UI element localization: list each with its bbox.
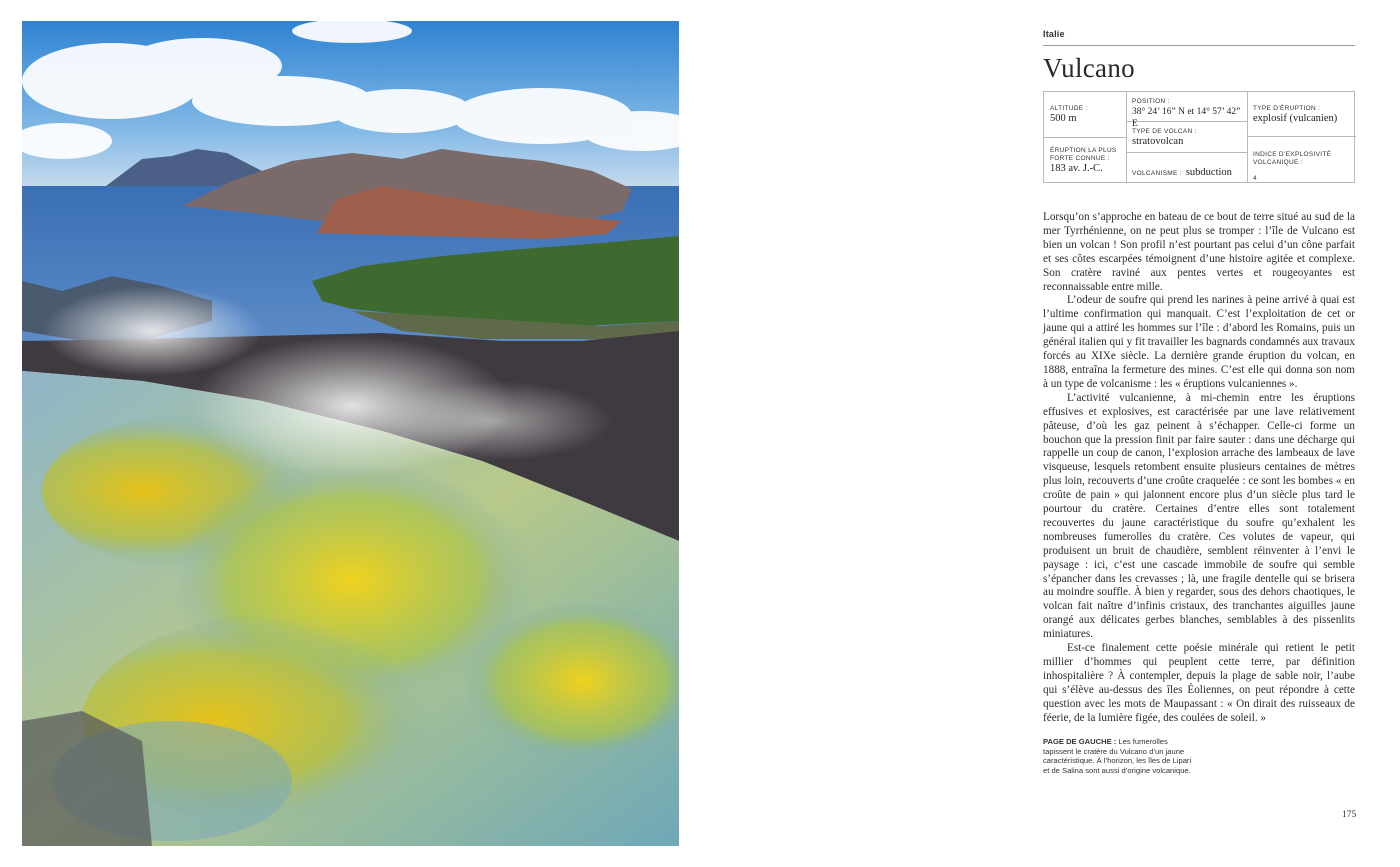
fact-altitude [1044, 105, 1126, 125]
page-number: 175 [1342, 810, 1357, 820]
facts-table [1043, 91, 1355, 183]
fact-value: 38° 24’ 16” N et 14° 57’ 42” E [1132, 107, 1241, 129]
fact-label: ÉRUPTION LA PLUS FORTE CONNUE : [1050, 147, 1117, 162]
fact-value: 183 av. J.-C. [1050, 163, 1103, 174]
caption-text: Les fumerolles tapissent le cratère du Vulcano d’un jaune caractéristique. À l’horizon, les îles de Lipari et de Salina sont aussi d’origine volcanique. [1043, 737, 1192, 775]
volcano-photo [22, 21, 679, 846]
paragraph: Est-ce finalement cette poésie minérale qui retient le petit millier d’hommes qui peuplent cette terre, par définition inhospitalière ? À contempler, depuis la plage de sable noir, l’aube qui s’élève au-dessus des îles Éoliennes, on peut répondre à cette question avec les mots de Maupassant : « On dirait des ruisseaux de féerie, de la lumière figée, des coulées de soleil. » [1043, 642, 1355, 724]
paragraph: Lorsqu’on s’approche en bateau de ce bout de terre situé au sud de la mer Tyrrhénienne, on ne peut plus se tromper : l’île de Vulcano est bien un volcan ! Son profil n’est pourtant pas celui d’un cône parfait et ses côtes escarpées témoignent d’une histoire agitée et complexe. Son cratère raviné aux pentes vertes et rougeoyantes est reconnaissable entre mille. [1043, 211, 1355, 293]
facts-divider [1044, 137, 1126, 138]
paragraph: L’odeur de soufre qui prend les narines à peine arrivé à quai est l’ultime confirmation qui manquait. C’est l’exploitation de cet or jaune qui a attiré les hommes sur l’île : d’abord les Romains, puis un général italien qui y fit travailler les bagnards condamnés aux travaux forcés au XIXe siècle. La dernière grande éruption du volcan, en 1888, entraîna la fermeture des mines. C’est elle qui donna son nom à un type de volcanisme : les « éruptions vulcaniennes ». [1043, 294, 1355, 390]
paragraph: L’activité vulcanienne, à mi-chemin entre les éruptions effusives et explosives, est caractérisée par une lave relativement pâteuse, d’où les gaz peinent à s’échapper. Celle-ci forme un bouchon que la pression finit par faire sauter : dans une décharge qui rappelle un coup de canon, l’explosion arrache des lambeaux de lave visqueuse, lesquels retombent ensuite plusieurs centaines de mètres plus loin, recouverts d’une croûte craquelée : ce sont les bombes « en croûte de pain » qui jalonnent encore plus d’un siècle plus tard le pourtour du cratère. Certaines d’entre elles sont totalement recouvertes du jaune caractéristique du soufre qu’exhalent les nombreuses fumerolles du cratère. Ces volutes de vapeur, qui produisent un bruit de chaudière, semblent réinventer à l’envi le paysage : ici, c’est une cascade immobile de soufre qui semble s’épancher dans les crevasses ; là, une fragile dentelle qui se brisera au moindre souffle. À bien y regarder, sous des dehors chaotiques, le volcan fait naître d’infinis cristaux, des tranchantes aiguilles jaune orangé aux délicates gerbes blanches, semblables à des pissenlits miniatures. [1043, 391, 1355, 641]
fact-strongest-eruption [1044, 147, 1126, 175]
fact-label: TYPE D’ÉRUPTION : [1253, 105, 1321, 112]
facts-divider [1126, 152, 1247, 153]
fact-label: VOLCANISME : [1132, 170, 1182, 177]
fact-label: POSITION : [1132, 98, 1170, 105]
fact-value: subduction [1185, 167, 1232, 178]
article-body [1043, 211, 1355, 726]
fact-eruption-type [1247, 105, 1356, 125]
fact-label: INDICE D’EXPLOSIVITÉ VOLCANIQUE : [1253, 151, 1332, 166]
fact-value: 500 m [1050, 113, 1077, 124]
fact-volcano-type [1126, 128, 1247, 148]
country-label: Italie [1043, 29, 1065, 39]
header-rule [1043, 45, 1355, 46]
fact-value: 4 [1253, 175, 1257, 182]
page-title: Vulcano [1043, 53, 1135, 83]
fact-volcanism [1126, 162, 1247, 180]
fact-value: stratovolcan [1132, 136, 1184, 147]
fact-explosivity-index [1247, 151, 1356, 185]
facts-divider [1247, 136, 1356, 137]
fact-label: ALTITUDE : [1050, 105, 1088, 112]
photo-caption [1043, 737, 1193, 775]
fact-value: explosif (vulcanien) [1253, 113, 1338, 124]
fact-label: TYPE DE VOLCAN : [1132, 128, 1197, 135]
fact-position [1126, 98, 1247, 130]
caption-label: PAGE DE GAUCHE : [1043, 737, 1117, 746]
